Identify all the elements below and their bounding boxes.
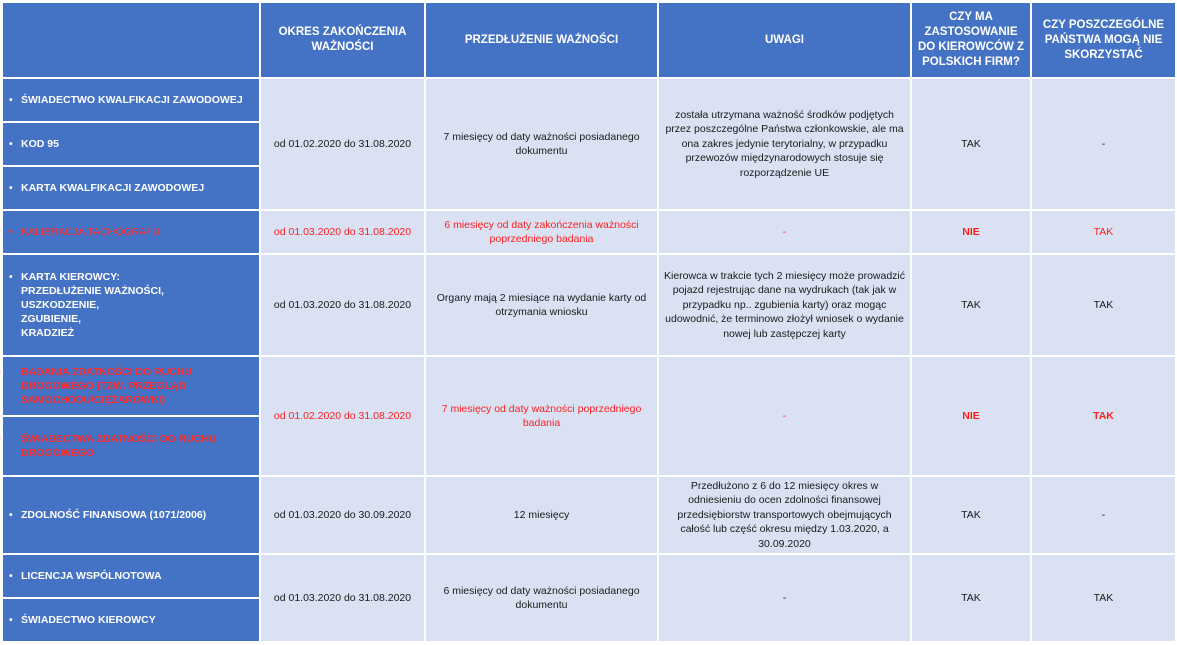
header-empty [2,2,260,78]
extension-cell: 6 miesięcy od daty zakończenia ważności poprzedniego badania [425,210,658,254]
remarks-cell: - [658,210,911,254]
bullet: • [9,226,13,238]
header-extension: PRZEDŁUŻENIE WAŻNOŚCI [425,2,658,78]
row-item [2,598,260,642]
item-label: ZDOLNOŚĆ FINANSOWA (1071/2006) [21,509,207,521]
item-label: LICENCJA WSPÓLNOTOWA [21,570,162,582]
item-label: KALIBRACJA TACHOGRAFU [21,226,161,238]
bullet [9,365,21,379]
item-subline: ZGUBIENIE, [21,313,82,325]
period-cell: od 01.02.2020 do 31.08.2020 [260,78,425,210]
header-row [2,2,1176,78]
remarks-cell: została utrzymana ważność środków podjętych przez poszczególne Państwa członkowskie, ale ma ona zakres jedynie terytorialny, w przypadku przewozów międzynarodowych stosuje się rozporządzenie UE [658,78,911,210]
optout-cell: - [1031,78,1176,210]
item-subline: PRZEDŁUŻENIE WAŻNOŚCI, [21,285,164,297]
optout-cell: TAK [1031,356,1176,476]
applies-cell: NIE [911,210,1031,254]
remarks-cell: - [658,356,911,476]
item-label: KARTA KWALFIKACJI ZAWODOWEJ [21,182,205,194]
period-cell: od 01.03.2020 do 31.08.2020 [260,210,425,254]
table-row [2,356,1176,416]
remarks-cell: Kierowca w trakcie tych 2 miesięcy może prowadzić pojazd rejestrując dane na wydrukach (tak jak w przypadku np.. zgubienia karty) oraz mogąc udowodnić, że terminowo złożył wniosek o wydanie nowej lub zastępczej karty [658,254,911,356]
table-row [2,476,1176,554]
table-row [2,254,1176,356]
extension-cell: 6 miesięcy od daty ważności posiadanego dokumentu [425,554,658,642]
optout-cell: - [1031,476,1176,554]
header-optout: CZY POSZCZEGÓLNE PAŃSTWA MOGĄ NIE SKORZYSTAĆ [1031,2,1176,78]
row-item [2,122,260,166]
item-subline: KRADZIEŻ [21,327,75,339]
item-label: KOD 95 [21,138,59,150]
row-item [2,210,260,254]
header-applies-polish: CZY MA ZASTOSOWANIE DO KIEROWCÓW Z POLSKICH FIRM? [911,2,1031,78]
row-item [2,166,260,210]
optout-cell: TAK [1031,254,1176,356]
table-row [2,78,1176,122]
row-item [2,356,260,416]
bullet: • [9,94,13,106]
item-subline: USZKODZENIE, [21,299,100,311]
table-row [2,210,1176,254]
period-cell: od 01.03.2020 do 31.08.2020 [260,254,425,356]
optout-cell: TAK [1031,554,1176,642]
bullet: • [9,182,13,194]
applies-cell: TAK [911,554,1031,642]
optout-cell: TAK [1031,210,1176,254]
applies-cell: TAK [911,254,1031,356]
applies-cell: TAK [911,78,1031,210]
extension-cell: 12 miesięcy [425,476,658,554]
extension-cell: 7 miesięcy od daty ważności poprzedniego badania [425,356,658,476]
item-label: KARTA KIEROWCY: [21,271,120,283]
item-label: BADANIA ZDATNOŚCI DO RUCHU DROGOWEGO (TZW. PRZEGLĄD SAMOCHODU/CIĘŻARÓWKI) [21,366,192,406]
bullet: • [9,138,13,150]
row-item [2,416,260,476]
bullet: • [9,614,13,626]
item-label: ŚWIADECTWO KWALFIKACJI ZAWODOWEJ [21,94,243,106]
applies-cell: TAK [911,476,1031,554]
row-item [2,554,260,598]
period-cell: od 01.03.2020 do 31.08.2020 [260,554,425,642]
bullet: • [9,509,13,521]
extension-cell: Organy mają 2 miesiące na wydanie karty od otrzymania wniosku [425,254,658,356]
table-row [2,554,1176,598]
bullet: • [9,570,13,582]
header-remarks: UWAGI [658,2,911,78]
remarks-cell: - [658,554,911,642]
row-item [2,254,260,356]
remarks-cell: Przedłużono z 6 do 12 miesięcy okres w odniesieniu do ocen zdolności finansowej przedsiębiorstw transportowych obejmujących całość lub część okresu między 1.03.2020, a 30.09.2020 [658,476,911,554]
period-cell: od 01.03.2020 do 30.09.2020 [260,476,425,554]
header-period: OKRES ZAKOŃCZENIA WAŻNOŚCI [260,2,425,78]
row-item [2,476,260,554]
validity-extension-table [1,1,1177,643]
period-cell: od 01.02.2020 do 31.08.2020 [260,356,425,476]
item-label: ŚWIADECTWA ZDATNOŚCI DO RUCHU DROGOWEGO [21,433,217,459]
applies-cell: NIE [911,356,1031,476]
bullet [9,432,21,446]
bullet: • [9,271,13,283]
row-item [2,78,260,122]
extension-cell: 7 miesięcy od daty ważności posiadanego dokumentu [425,78,658,210]
item-label: ŚWIADECTWO KIEROWCY [21,614,156,626]
